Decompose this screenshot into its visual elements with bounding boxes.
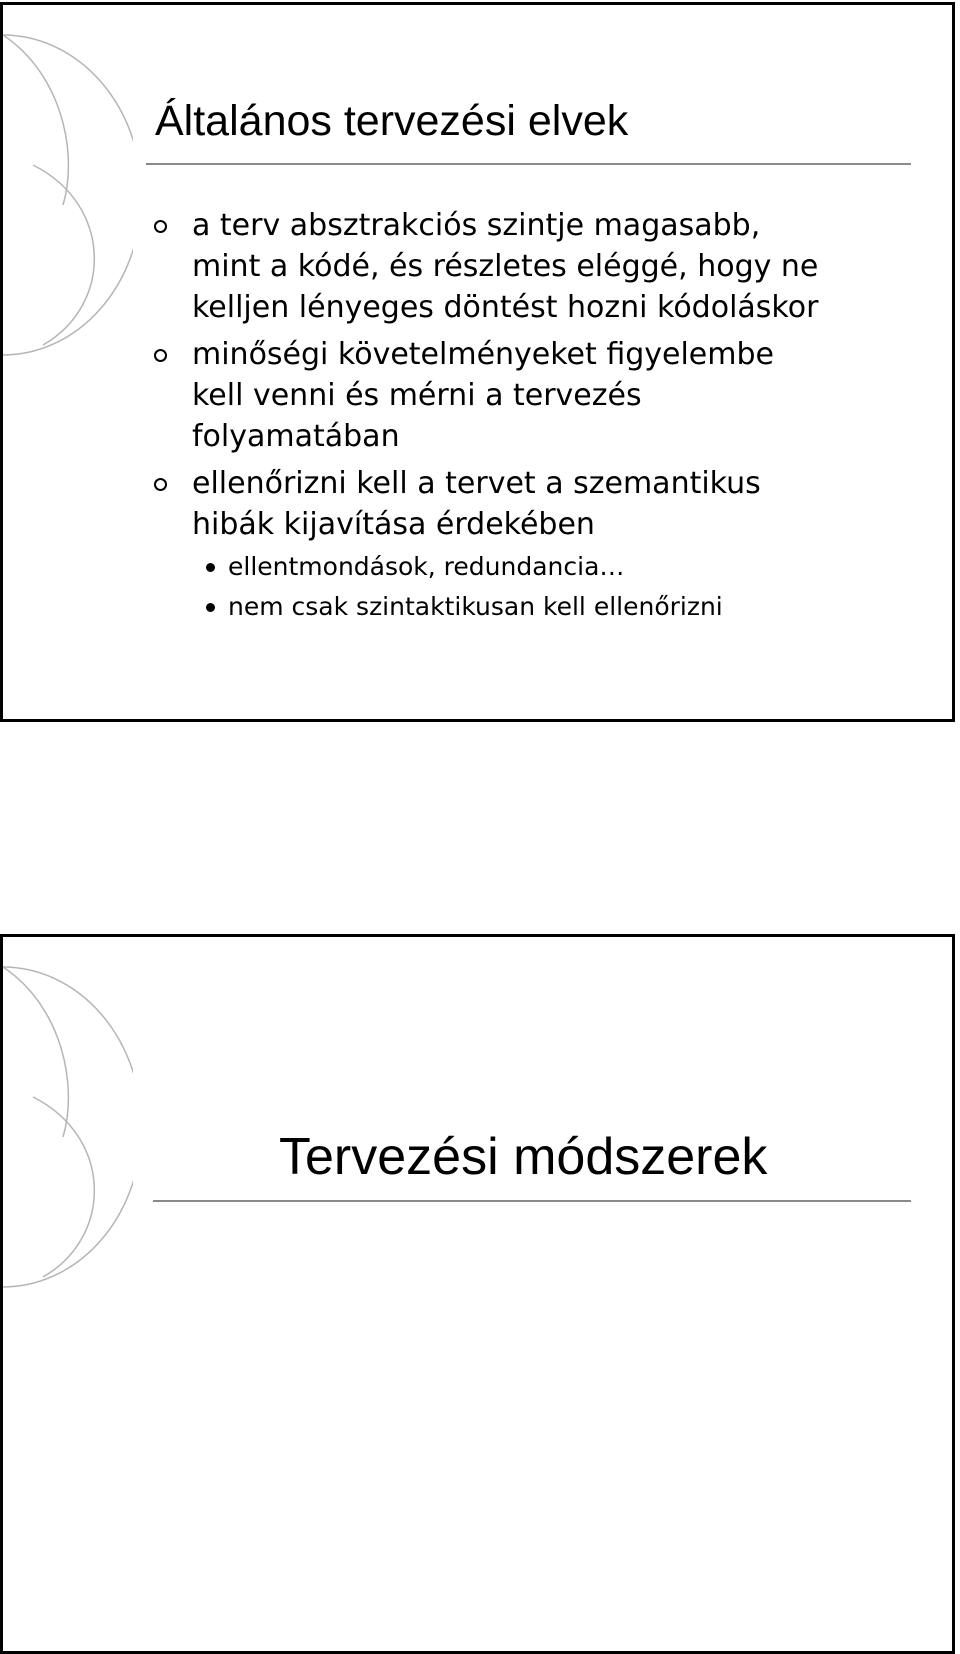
- bullet-text-line: kell venni és mérni a tervezés: [192, 378, 642, 413]
- decorative-arcs-icon: [3, 5, 133, 385]
- title-divider: [153, 1200, 911, 1202]
- list-item: [154, 463, 924, 627]
- hollow-circle-bullet-icon: [154, 349, 167, 362]
- sub-list-item: [194, 547, 924, 587]
- slide-design-methods: [0, 934, 955, 1654]
- sub-list-item: [194, 587, 924, 627]
- list-item: [154, 334, 924, 457]
- filled-dot-bullet-icon: [206, 603, 215, 612]
- hollow-circle-bullet-icon: [154, 220, 167, 233]
- title-divider: [146, 163, 911, 165]
- sub-bullet-text: nem csak szintaktikusan kell ellenőrizni: [228, 592, 723, 621]
- decorative-arcs-icon: [3, 937, 133, 1317]
- sub-bullet-list: [192, 547, 924, 627]
- bullet-text-line: mint a kódé, és részletes eléggé, hogy ne: [192, 249, 819, 284]
- bullet-text-line: folyamatában: [192, 419, 400, 454]
- bullet-text-line: minőségi követelményeket figyelembe: [192, 337, 774, 372]
- sub-bullet-text: ellentmondások, redundancia…: [228, 552, 625, 581]
- list-item: [154, 205, 924, 328]
- bullet-text-line: hibák kijavítása érdekében: [192, 507, 595, 542]
- slide-general-design-principles: [0, 2, 955, 722]
- bullet-text-line: ellenőrizni kell a tervet a szemantikus: [192, 466, 761, 501]
- slide-title: Tervezési módszerek: [279, 1128, 768, 1186]
- hollow-circle-bullet-icon: [154, 478, 167, 491]
- bullet-list: [154, 205, 924, 633]
- bullet-text-line: kelljen lényeges döntést hozni kódoláskor: [192, 290, 819, 325]
- filled-dot-bullet-icon: [206, 563, 215, 572]
- bullet-text-line: a terv absztrakciós szintje magasabb,: [192, 208, 761, 243]
- slide-title: Általános tervezési elvek: [155, 97, 629, 145]
